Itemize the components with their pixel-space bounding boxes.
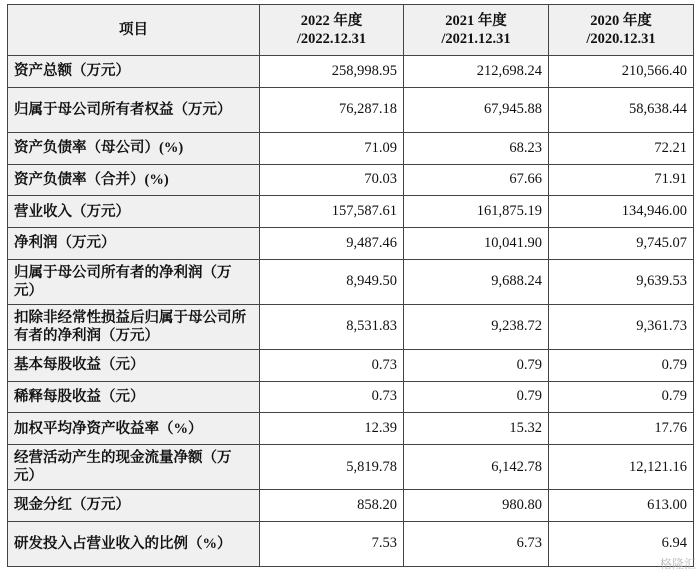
table-row [8, 56, 694, 88]
cell-2021: 6.73 [404, 521, 549, 566]
cell-2020: 72.21 [549, 132, 694, 164]
row-label: 现金分红（万元） [8, 490, 260, 522]
row-label: 资产总额（万元） [8, 56, 260, 88]
table-row [8, 490, 694, 522]
table-row [8, 196, 694, 228]
row-label: 加权平均净资产收益率（%） [8, 413, 260, 445]
cell-2021: 10,041.90 [404, 227, 549, 259]
header-row [8, 5, 694, 56]
cell-2021: 67.66 [404, 164, 549, 196]
cell-2020: 210,566.40 [549, 56, 694, 88]
table-row [8, 259, 694, 304]
cell-2020: 9,745.07 [549, 227, 694, 259]
table-row [8, 87, 694, 132]
row-label: 资产负债率（母公司）(%) [8, 132, 260, 164]
cell-2022: 76,287.18 [260, 87, 404, 132]
table-row [8, 349, 694, 381]
header-year-label: 2022 年度 [300, 13, 363, 29]
header-date-label: /2020.12.31 [586, 31, 656, 47]
cell-2020: 613.00 [549, 490, 694, 522]
row-label: 归属于母公司所有者权益（万元） [8, 87, 260, 132]
table-row [8, 413, 694, 445]
cell-2021: 9,238.72 [404, 304, 549, 349]
cell-2022: 5,819.78 [260, 445, 404, 490]
cell-2020: 134,946.00 [549, 196, 694, 228]
header-year-2022 [260, 5, 404, 56]
cell-2022: 71.09 [260, 132, 404, 164]
cell-2021: 0.79 [404, 381, 549, 413]
cell-2021: 15.32 [404, 413, 549, 445]
cell-2020: 0.79 [549, 381, 694, 413]
cell-2022: 258,998.95 [260, 56, 404, 88]
cell-2020: 12,121.16 [549, 445, 694, 490]
table-row [8, 521, 694, 566]
cell-2022: 12.39 [260, 413, 404, 445]
watermark-logo: 格隆汇 [659, 557, 696, 571]
cell-2020: 9,361.73 [549, 304, 694, 349]
row-label: 营业收入（万元） [8, 196, 260, 228]
table-row [8, 227, 694, 259]
cell-2022: 0.73 [260, 381, 404, 413]
cell-2021: 161,875.19 [404, 196, 549, 228]
cell-2022: 9,487.46 [260, 227, 404, 259]
cell-2021: 9,688.24 [404, 259, 549, 304]
cell-2021: 980.80 [404, 490, 549, 522]
row-label: 资产负债率（合并）(%) [8, 164, 260, 196]
cell-2022: 0.73 [260, 349, 404, 381]
cell-2020: 9,639.53 [549, 259, 694, 304]
table-row [8, 381, 694, 413]
row-label: 扣除非经常性损益后归属于母公司所有者的净利润（万元） [8, 304, 260, 349]
cell-2021: 6,142.78 [404, 445, 549, 490]
row-label: 研发投入占营业收入的比例（%） [8, 521, 260, 566]
cell-2022: 858.20 [260, 490, 404, 522]
cell-2021: 68.23 [404, 132, 549, 164]
cell-2021: 212,698.24 [404, 56, 549, 88]
table-row [8, 445, 694, 490]
table-row [8, 304, 694, 349]
cell-2022: 8,949.50 [260, 259, 404, 304]
cell-2022: 7.53 [260, 521, 404, 566]
row-label: 净利润（万元） [8, 227, 260, 259]
cell-2021: 67,945.88 [404, 87, 549, 132]
header-year-label: 2020 年度 [590, 13, 652, 29]
header-date-label: /2022.12.31 [296, 31, 367, 47]
cell-2021: 0.79 [404, 349, 549, 381]
cell-2022: 8,531.83 [260, 304, 404, 349]
cell-2020: 17.76 [549, 413, 694, 445]
cell-2022: 157,587.61 [260, 196, 404, 228]
cell-2020: 58,638.44 [549, 87, 694, 132]
cell-2020: 6.94 [549, 521, 694, 566]
cell-2020: 0.79 [549, 349, 694, 381]
row-label: 归属于母公司所有者的净利润（万元） [8, 259, 260, 304]
header-item: 项目 [8, 5, 260, 56]
header-year-2020 [549, 5, 694, 56]
header-year-2021 [404, 5, 549, 56]
header-year-label: 2021 年度 [445, 13, 507, 29]
row-label: 经营活动产生的现金流量净额（万元） [8, 445, 260, 490]
row-label: 稀释每股收益（元） [8, 381, 260, 413]
financial-table [7, 4, 694, 567]
row-label: 基本每股收益（元） [8, 349, 260, 381]
cell-2020: 71.91 [549, 164, 694, 196]
table-row [8, 164, 694, 196]
cell-2022: 70.03 [260, 164, 404, 196]
header-date-label: /2021.12.31 [441, 31, 511, 47]
table-row [8, 132, 694, 164]
